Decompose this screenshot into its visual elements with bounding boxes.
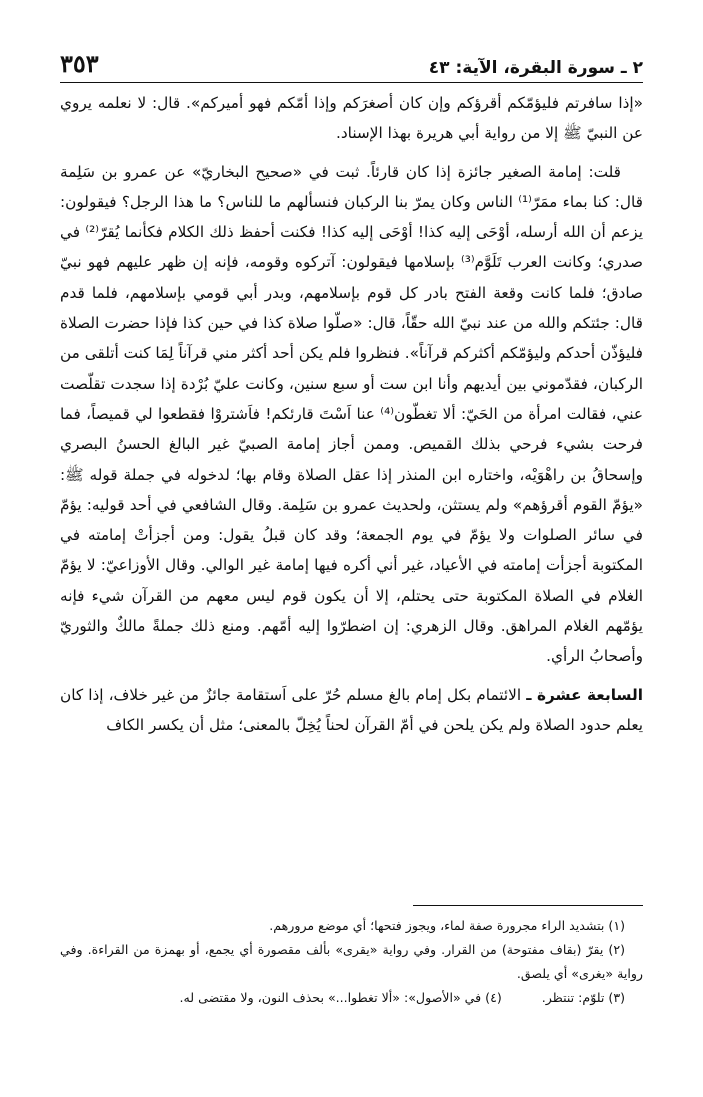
paragraph-1: «إذا سافرتم فليؤمّكم أقرؤكم وإن كان أصغرَكم وإذا أمّكم فهو أميركم». قال: لا نعلمه يروي عن النبيّ ﷺ إلا من رواية أبي هريرة بهذا الإسناد. <box>60 94 643 143</box>
paragraph-2: قلت: إمامة الصغير جائزة إذا كان قارئاً. ثبت في «صحيح البخاريّ» عن عمرو بن سَلِمة قال: كنا بماء ممَرّ⁽¹⁾ الناس وكان يمرّ بنا الركبان فنسألهم ما للناس؟ ما هذا الرجل؟ فيقولون: يزعم أن الله أرسله، أوْحَى إليه كذا! أوْحَى إليه كذا! فكنت أحفظ ذلك الكلام فكأنما يُقرّ⁽²⁾ في صدري؛ وكانت العرب تَلَوَّم⁽³⁾ بإسلامها فيقولون: آتركوه وقومه، فإنه إن ظهر عليهم فهو نبيّ صادق؛ فلما كانت وقعة الفتح بادر كل قوم بإسلامهم، وبدر أبي قومي بإسلامهم، فلما قدم قال: جئتكم والله من عند نبيّ الله حقّاً، قال: «صلّوا صلاة كذا في حين كذا فإذا حضرت الصلاة فليؤذّن أحدكم وليؤمّكم أكثركم قرآناً». فنظروا فلم يكن أحد أكثر مني قرآناً لِمَا كنت أتلقى من الركبان، فقدّموني بين أيديهم وأنا ابن ست أو سبع سنين، وكانت عليّ بُرْدة إذا سجدت تقلّصت عني، فقالت امرأة من الحَيّ: ألا تغطّون⁽⁴⁾ عنا اَسْتَ قارئكم! فاَشتروْا فقطعوا لي قميصاً، فما فرحت بشيء فرحي بذلك القميص. وممن أجاز إمامة الصبيّ غير البالغ الحسنُ البصري وإسحاقُ بن راهْوَيْه، واختاره ابن المنذر إذا عقل الصلاة وقام بها؛ لدخوله في جملة قوله ﷺ: «يؤمّ القوم أقرؤهم» ولم يستثن، ولحديث عمرو بن سَلِمة. وقال الشافعي في أحد قوليه: يؤمّ في سائر الصلوات ولا يؤمّ في يوم الجمعة؛ وقد كان قبلُ يقول: ومن أجزأتْ إمامته في المكتوبة أجزأت إمامته في الأعياد، غير أني أكره فيها إمامة غير الوالي. وقال الأوزاعيّ: لا يؤمّ الغلام في الصلاة المكتوبة حتى يحتلم، إلا أن يكون قوم ليس معهم من القرآن شيء فإنه يؤمّهم الغلام المراهق. وقال الزهري: إن اضطرّوا إليه أمّهم. ومنع ذلك جملةً مالكٌ والثوريّ وأصحابُ الرأي. <box>60 162 643 666</box>
section-heading: السابعة عشرة ـ <box>526 685 643 704</box>
footnotes <box>60 914 643 1010</box>
running-head: ٢ ـ سورة البقرة، الآية: ٤٣ <box>428 58 643 78</box>
footnote-4: (٤) في «الأصول»: «ألا تغطوا...» بحذف النون، ولا مقتضى له. <box>179 990 502 1005</box>
footnote-3: (٣) تلوّم: تنتظر. <box>541 990 625 1005</box>
main-text <box>60 88 643 748</box>
footnote-row <box>60 986 643 1010</box>
page-number: ٣٥٣ <box>60 49 99 78</box>
footnote-divider <box>413 905 643 906</box>
footnote-2: (٢) يقرّ (بقاف مفتوحة) من القرار. وفي رواية «يقرى» بألف مقصورة أي يجمع، أو بهمزة من القراءة. وفي رواية «يغرى» أي يلصق. <box>60 942 643 981</box>
footnote-1: (١) بتشديد الراء مجرورة صفة لماء، ويجوز فتحها؛ أي موضع مرورهم. <box>269 918 625 933</box>
page-header <box>60 40 643 83</box>
paragraph-3 <box>60 680 643 741</box>
paragraph-3-text: الائتمام بكل إمام بالغ مسلم حُرّ على اَستقامة جائزٌ من غير خلاف، إذا كان يعلم حدود الصلاة ولم يكن يلحن في أمّ القرآن لحناً يُخِلّ بالمعنى؛ مثل أن يكسر الكاف <box>60 685 643 734</box>
